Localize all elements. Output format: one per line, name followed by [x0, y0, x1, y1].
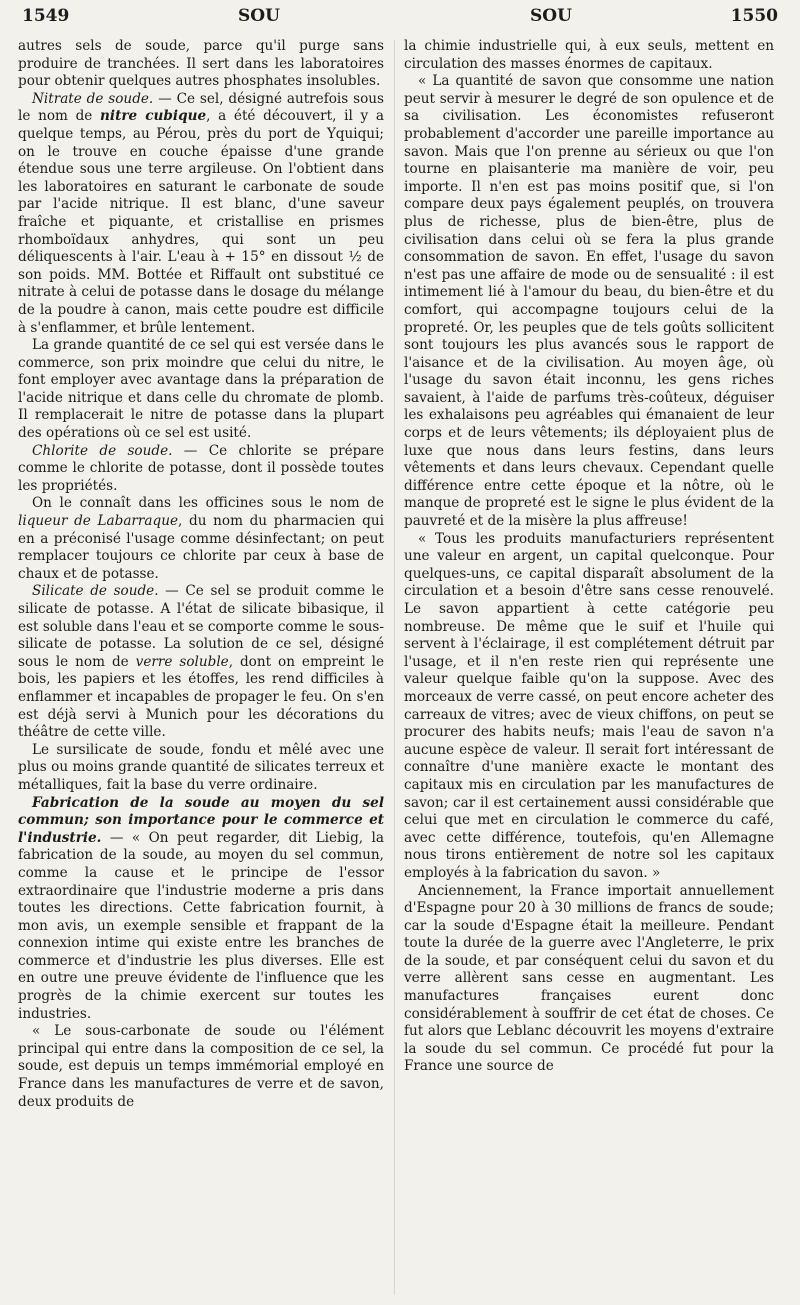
paragraph-fabrication [18, 795, 384, 1024]
left-column [18, 38, 384, 1111]
paragraph-labarraque [18, 495, 384, 583]
term-nitre-cubique: nitre cubique [100, 108, 207, 125]
term-nitrate-de-soude: Nitrate de soude. [32, 90, 154, 107]
labarraque-text-a: On le connaît dans les officines sous le nom de [32, 495, 384, 512]
term-chlorite-de-soude: Chlorite de soude. [32, 442, 173, 459]
paragraph-produits-manufacturiers: « Tous les produits manufacturiers représentent une valeur en argent, un capital quelconque. Pour quelques-uns, ce capital disparaît absolument de la circulation et a besoin d'être sans cesse renouvelé. Le savon appartient à cette catégorie peu nombreuse. De même que le suif et l'huile qui servent à l'éclairage, il est complétement détruit par l'usage, et il n'en reste rien qui représente une valeur quelque faible qu'on la suppose. Avec des morceaux de verre cassé, on peut encore acheter des carreaux de vitres; avec de vieux chiffons, on peut se procurer des habits neufs; mais l'eau de savon n'a aucune espèce de valeur. Il serait fort intéressant de connaître d'une manière exacte le montant des capitaux mis en circulation par les manufactures de savon; car il est certainement aussi considérable que celui que met en circulation le commerce du café, avec cette différence, toutefois, qu'en Allemagne nous tirons entièrement de notre sol les capitaux employés à la fabrication du savon. » [404, 530, 774, 881]
paragraph-savon-civilisation: « La quantité de savon que consomme une nation peut servir à mesurer le degré de son opulence et de sa civilisation. Les économistes refuseront probablement d'accorder une pareille importance au savon. Mais que l'on prenne au sérieux ou que l'on tourne en plaisanterie ma manière de voir, peu importe. Il n'en est pas moins positif que, si l'on compare deux pays également peuplés, on trouvera plus de richesse, plus de bien-être, plus de civilisation dans celui où se fera la plus grande consommation de savon. En effet, l'usage du savon n'est pas une affaire de mode ou de sensualité : il est intimement lié à l'amour du beau, du bien-être et du comfort, qui accompagne toujours celui de la propreté. Or, les peuples que de tels goûts sollicitent sont toujours les plus avancés sous le rapport de l'aisance et de la civilisation. Au moyen âge, où l'usage du savon était inconnu, les gens riches savaient, à l'aide de parfums très-coûteux, déguiser les exhalaisons peu agréables qui émanaient de leur corps et de leurs vêtements; ils déployaient plus de luxe que nous dans leurs festins, dans leurs vêtements et dans leurs chevaux. Cependant quelle différence entre cette époque et la nôtre, où le manque de propreté est le signe le plus évident de la pauvreté et de la misère la plus affreuse! [404, 73, 774, 530]
term-liqueur-de-labarraque: liqueur de Labarraque [18, 513, 179, 530]
labarraque-text-b: , du nom du pharmacien qui en a préconisé l'usage comme désinfectant; on peut remplacer toujours ce chlorite par ceux à base de chaux et de potasse. [18, 513, 384, 582]
right-column-number: 1550 [730, 6, 778, 26]
left-column-number: 1549 [22, 6, 70, 26]
paragraph-sursilicate: Le sursilicate de soude, fondu et mêlé avec une plus ou moins grande quantité de silicates terreux et métalliques, fait la base du verre ordinaire. [18, 741, 384, 793]
paragraph-nitrate [18, 91, 384, 337]
right-column [404, 38, 774, 1076]
paragraph-phosphate-end: autres sels de soude, parce qu'il purge sans produire de tranchées. Il sert dans les laboratoires pour obtenir quelques autres phosphates insolubles. [18, 38, 384, 90]
nitrate-text-b: , a été découvert, il y a quelque temps, au Pérou, près du port de Yquiqui; on le trouve en couche épaisse d'une grande étendue sous une terre argileuse. On l'obtient dans les laboratoires en saturant le carbonate de soude par l'acide nitrique. Il est blanc, d'une saveur fraîche et piquante, et cristallise en prismes rhomboïdaux anhydres, qui sont un peu déliquescents à l'air. L'eau à + 15° en dissout ½ de son poids. MM. Bottée et Riffault ont substitué ce nitrate à celui de potasse dans le dosage du mélange de la poudre à canon, mais cette poudre est difficile à s'enflammer, et brûle lentement. [18, 108, 384, 336]
paragraph-silicate [18, 583, 384, 741]
left-headword: SOU [238, 6, 280, 26]
paragraph-france-espagne: Anciennement, la France importait annuellement d'Espagne pour 20 à 30 millions de francs de soude; car la soude d'Espagne était la meilleure. Pendant toute la durée de la guerre avec l'Angleterre, le prix de la soude, et par conséquent celui du savon et du verre allèrent sans cesse en augmentant. Les manufactures françaises eurent donc considérablement à souffrir de cet état de choses. Ce fut alors que Leblanc découvrit les moyens d'extraire la soude du sel commun. Ce procédé fut pour la France une source de [404, 882, 774, 1075]
paragraph-nitrate-uses: La grande quantité de ce sel qui est versée dans le commerce, son prix moindre que celui du nitre, le font employer avec avantage dans la préparation de l'acide nitrique et dans celle du chromate de plomb. Il remplacerait le nitre de potasse dans la plupart des opérations où ce sel est usité. [18, 337, 384, 442]
column-divider [394, 40, 395, 1295]
fabrication-text: — « On peut regarder, dit Liebig, la fabrication de la soude, au moyen du sel commun, comme la cause et le principe de l'essor extraordinaire que l'industrie moderne a pris dans toutes les directions. Cette fabrication fournit, à mon avis, un exemple sensible et frappant de la connexion intime qui existe entre les branches de commerce et d'industrie les plus diverses. Elle est en outre une preuve évidente de l'influence que les progrès de la chimie exercent sur toutes les industries. [18, 829, 384, 1022]
chlorite-text: — Ce chlorite se prépare comme le chlorite de potasse, dont il possède toutes les propriétés. [18, 442, 384, 494]
page-header [22, 6, 778, 32]
silicate-text-a: — Ce sel se produit comme le silicate de potasse. A l'état de silicate bibasique, il est soluble dans l'eau et se comporte comme le sous-silicate de potasse. La solution de ce sel, désigné sous le nom de [18, 583, 385, 670]
paragraph-chimie-industrielle: la chimie industrielle qui, à eux seuls, mettent en circulation des masses énormes de capitaux. [404, 38, 774, 72]
nitrate-text-a: — Ce sel, désigné autrefois sous le nom de [18, 90, 384, 125]
silicate-text-b: , dont on empreint le bois, les papiers et les étoffes, les rend difficiles à enflammer et incapables de propager le feu. On s'en est déjà servi à Munich pour les décorations du théâtre de cette ville. [18, 653, 384, 741]
term-silicate-de-soude: Silicate de soude. [32, 583, 159, 600]
term-fabrication: Fabrication de la soude au moyen du sel commun; son importance pour le commerce et l'industrie. [18, 794, 384, 846]
paragraph-chlorite [18, 443, 384, 496]
term-verre-soluble: verre soluble [135, 653, 229, 670]
paragraph-sous-carbonate: « Le sous-carbonate de soude ou l'élément principal qui entre dans la composition de ce sel, la soude, est depuis un temps immémorial employé en France dans les manufactures de verre et de savon, deux produits de [18, 1023, 384, 1110]
right-headword: SOU [530, 6, 572, 26]
